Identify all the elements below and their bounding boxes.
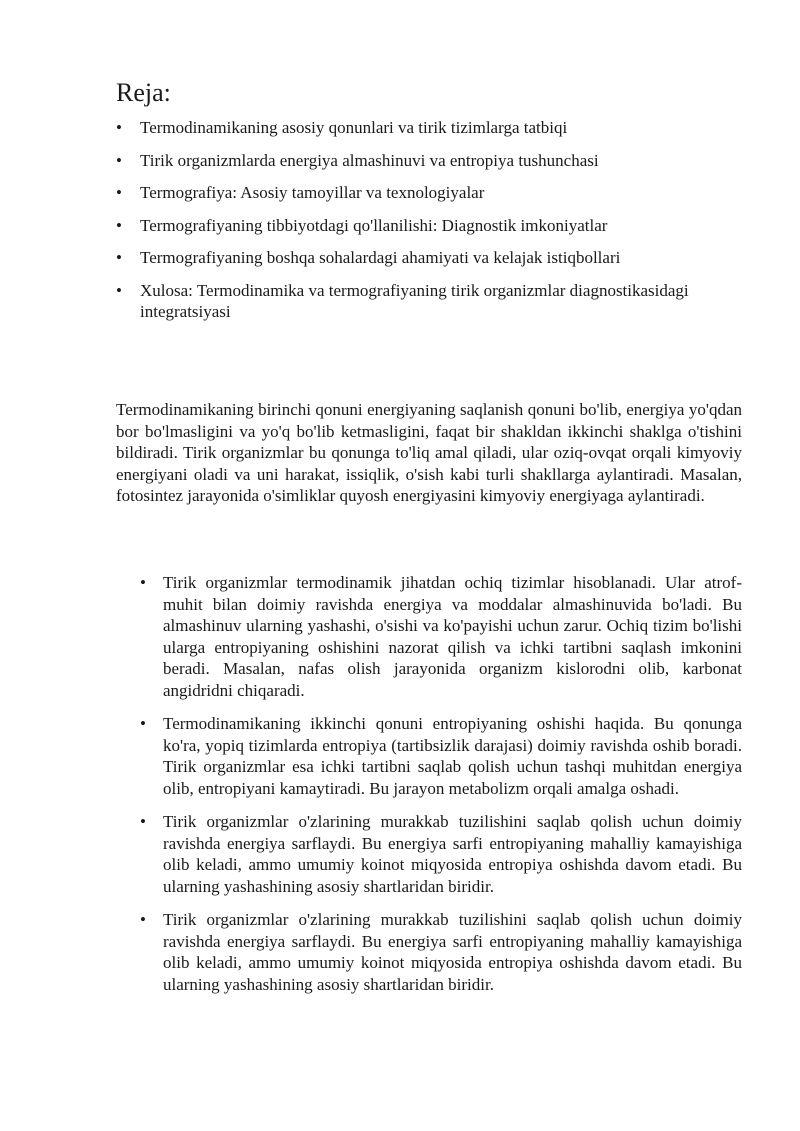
content-bullet: • Tirik organizmlar o'zlarining murakkab tuzilishini saqlab qolish uchun doimiy ravishda energiya sarflaydi. Bu energiya sarfi entropiyaning mahalliy kamayishiga olib keladi, ammo umumiy koinot miqyosida entropiya oshishda davom etadi. Bu ularning yashashining asosiy shartlaridan biridir.	[140, 909, 742, 995]
plan-item: • Termografiyaning boshqa sohalardagi ahamiyati va kelajak istiqbollari	[116, 247, 756, 268]
plan-item: • Termografiya: Asosiy tamoyillar va texnologiyalar	[116, 182, 756, 203]
content-bullet: • Termodinamikaning ikkinchi qonuni entropiyaning oshishi haqida. Bu qonunga ko'ra, yopiq tizimlarda entropiya (tartibsizlik darajasi) doimiy ravishda oshib boradi. Tirik organizmlar esa ichki tartibni saqlab qolish uchun tashqi muhitdan energiya olib, entropiyani kamaytiradi. Bu jarayon metabolizm orqali amalga oshadi.	[140, 713, 742, 799]
intro-paragraph: Termodinamikaning birinchi qonuni energiyaning saqlanish qonuni bo'lib, energiya yo'qdan bor bo'lmasligini va yo'q bo'lib ketmasligini, faqat bir shakldan ikkinchi shaklga o'tishini bildiradi. Tirik organizmlar bu qonunga to'liq amal qiladi, ular oziq-ovqat orqali kimyoviy energiyani oladi va uni harakat, issiqlik, o'sish kabi turli shakllarga aylantiradi. Masalan, fotosintez jarayonida o'simliklar quyosh energiyasini kimyoviy energiyaga aylantiradi.	[116, 400, 742, 505]
content-bullet-list	[140, 572, 742, 1007]
plan-item: • Termodinamikaning asosiy qonunlari va tirik tizimlarga tatbiqi	[116, 117, 756, 138]
plan-heading: Reja:	[116, 78, 171, 107]
plan-list	[116, 117, 756, 333]
plan-item: • Termografiyaning tibbiyotdagi qo'llanilishi: Diagnostik imkoniyatlar	[116, 215, 756, 236]
content-bullet: • Tirik organizmlar termodinamik jihatdan ochiq tizimlar hisoblanadi. Ular atrof-muhit bilan doimiy ravishda energiya va moddalar almashinuvida bo'ladi. Bu almashinuv ularning yashashi, o'sishi va ko'payishi uchun zarur. Ochiq tizim bo'lishi ularga entropiyaning oshishini nazorat qilish va ichki tartibni saqlash imkonini beradi. Masalan, nafas olish jarayonida organizm kislorodni olib, karbonat angidridni chiqaradi.	[140, 572, 742, 701]
plan-item: • Xulosa: Termodinamika va termografiyaning tirik organizmlar diagnostikasidagi integratsiyasi	[116, 280, 756, 322]
content-bullet: • Tirik organizmlar o'zlarining murakkab tuzilishini saqlab qolish uchun doimiy ravishda energiya sarflaydi. Bu energiya sarfi entropiyaning mahalliy kamayishiga olib keladi, ammo umumiy koinot miqyosida entropiya oshishda davom etadi. Bu ularning yashashining asosiy shartlaridan biridir.	[140, 811, 742, 897]
plan-item: • Tirik organizmlarda energiya almashinuvi va entropiya tushunchasi	[116, 150, 756, 171]
